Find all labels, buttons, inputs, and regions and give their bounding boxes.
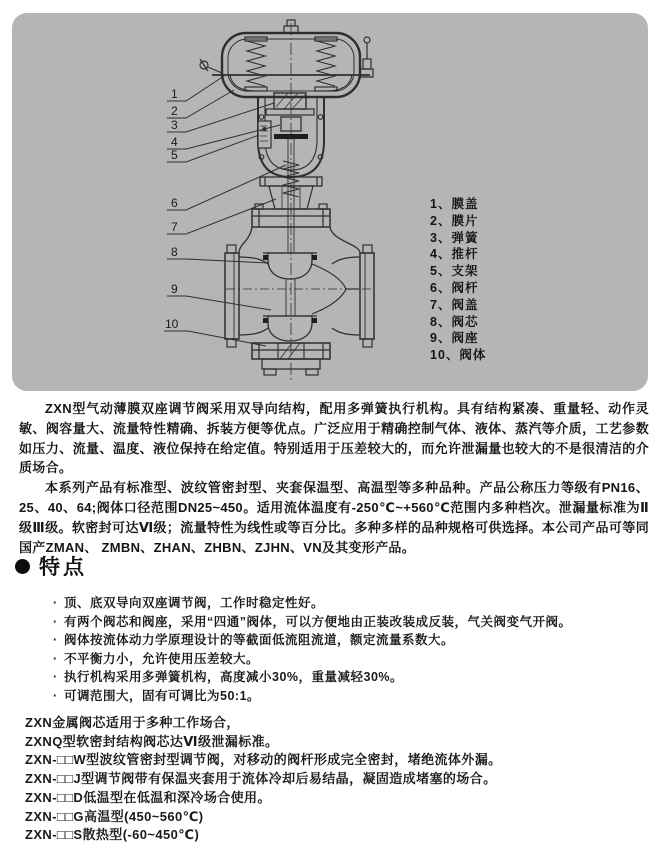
part-item: 9、阀座 (430, 331, 479, 346)
part-item: 8、阀芯 (430, 314, 479, 329)
intro-section (19, 399, 649, 557)
features-section (15, 551, 649, 706)
feature-item: · 有两个阀芯和阀座，采用“四通”阀体，可以方便地由正装改装成反装，气关阀变气开阀。 (53, 613, 649, 632)
callout-number: 1 (171, 87, 178, 101)
centerlines (226, 23, 372, 381)
part-item: 2、膜片 (430, 213, 479, 228)
valve-diagram (12, 13, 648, 391)
model-line: ZXN-□□S散热型(-60~450℃) (25, 827, 200, 843)
part-item: 5、支架 (430, 264, 479, 279)
intro-paragraph-2: 本系列产品有标准型、波纹管密封型、夹套保温型、高温型等多种品种。产品公称压力等级有PN16、25、40、64;阀体口径范围DN25~450。适用流体温度有-250℃~+560℃范围内多种档次。泄漏量标准为Ⅱ级Ⅲ级。软密封可达Ⅵ级；流量特性为线性或等百分比。多种多样的品种规格可供选择。本公司产品可等同国产ZMAN、 ZMBN、ZHAN、ZHBN、ZJHN、VN及其变形产品。 (19, 480, 649, 555)
callout-number: 10 (165, 317, 179, 331)
diagram-panel (12, 13, 648, 391)
callout-numbers (165, 87, 179, 331)
model-line: ZXN-□□J型调节阀带有保温夹套用于流体冷却后易结晶，凝固造成堵塞的场合。 (25, 771, 497, 787)
model-line: ZXN-□□D低温型在低温和深冷场合使用。 (25, 789, 271, 805)
model-line: ZXNQ型软密封结构阀芯达Ⅵ级泄漏标准。 (25, 733, 279, 749)
part-item: 10、阀体 (430, 348, 487, 363)
callout-number: 4 (171, 135, 178, 149)
part-item: 7、阀盖 (430, 297, 479, 312)
part-item: 4、推杆 (430, 247, 479, 262)
callout-number: 5 (171, 148, 178, 162)
feature-item: · 不平衡力小，允许使用压差较大。 (53, 650, 649, 669)
callout-number: 3 (171, 118, 178, 132)
callout-number: 6 (171, 196, 178, 210)
actuator-drawing (200, 20, 373, 115)
valve-body-drawing (225, 204, 374, 375)
model-line: ZXN-□□W型波纹管密封型调节阀，对移动的阀杆形成完全密封，堵绝流体外漏。 (25, 752, 502, 768)
callout-number: 8 (171, 245, 178, 259)
part-item: 6、阀杆 (430, 280, 479, 295)
bullet-circle-icon (15, 559, 30, 574)
feature-item: · 阀体按流体动力学原理设计的等截面低流阻流道，额定流量系数大。 (53, 631, 649, 650)
part-item: 3、弹簧 (430, 230, 479, 245)
feature-item: · 顶、底双导向双座调节阀，工作时稳定性好。 (53, 594, 649, 613)
models-section (25, 714, 649, 845)
part-item: 1、膜盖 (430, 197, 479, 211)
feature-item: · 可调范围大，固有可调比为50:1。 (53, 687, 649, 706)
callout-number: 7 (171, 220, 178, 234)
model-line: ZXN-□□G高温型(450~560℃) (25, 808, 204, 824)
features-heading (15, 551, 649, 581)
parts-list (430, 196, 486, 364)
intro-paragraph-1: ZXN型气动薄膜双座调节阀采用双导向结构，配用多弹簧执行机构。具有结构紧凑、重量轻、动作灵敏、阀容量大、流量特性精确、拆装方便等优点。广泛应用于精确控制气体、液体、蒸汽等介质，工艺参数如压力、流量、温度、液位保持在给定值。特别适用于压差较大的，而允许泄漏量也较大的不是很清洁的介质场合。 (19, 401, 649, 476)
features-title: 特点 (39, 556, 87, 579)
callout-number: 2 (171, 104, 178, 118)
feature-item: · 执行机构采用多弹簧机构，高度减小30%，重量减轻30%。 (53, 668, 649, 687)
model-line: ZXN金属阀芯适用于多种工作场合， (25, 715, 240, 730)
callout-number: 9 (171, 282, 178, 296)
features-list (53, 594, 649, 706)
